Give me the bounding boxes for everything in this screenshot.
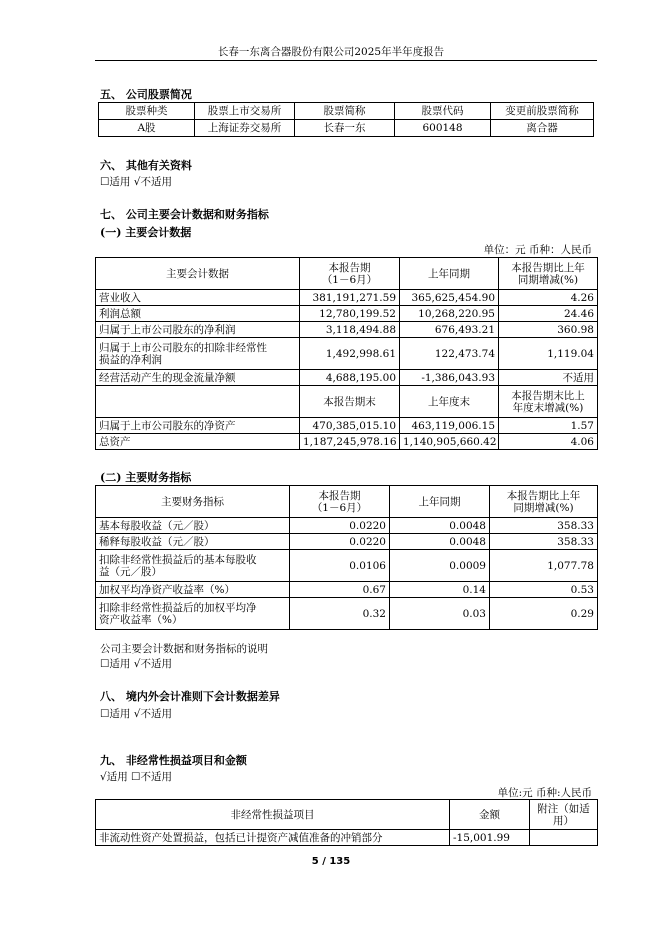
table-cell: 0.0106 [290,550,390,582]
table-row [96,830,598,846]
subsection-accounting-data-title: (一) 主要会计数据 [100,226,192,239]
indicators-explanation-label: 公司主要会计数据和财务指标的说明 [100,643,268,655]
table-cell: 长春一东 [295,120,395,137]
unit-currency-label: 单位：元 币种：人民币 [483,244,592,256]
table-row [96,338,598,370]
table-cell: 0.0220 [290,534,390,550]
table-cell: 365,625,454.90 [400,290,499,306]
table-cell: 463,119,006.15 [400,418,499,434]
header-cell: 上年同期 [390,486,490,518]
header-cell: 本报告期比上年 同期增减(%) [499,258,598,290]
row-label: 扣除非经常性损益后的基本每股收 益（元／股） [96,550,290,582]
section8-applicability: ☐适用 √不适用 [100,708,172,720]
table-row [96,550,598,582]
row-label: 基本每股收益（元／股） [96,518,290,534]
row-label: 稀释每股收益（元／股） [96,534,290,550]
section9-applicability: √适用 ☐不适用 [100,771,172,783]
header-cell [96,386,300,418]
header-cell: 金额 [450,800,530,830]
table-cell: 360.98 [499,322,598,338]
row-label: 归属于上市公司股东的净资产 [96,418,300,434]
table-cell: -15,001.99 [450,830,530,846]
header-cell: 上年同期 [400,258,499,290]
header-cell: 变更前股票简称 [491,103,594,120]
header-cell: 上年度末 [400,386,499,418]
table-cell: 0.29 [490,598,598,630]
header-cell: 非经常性损益项目 [96,800,450,830]
header-divider [95,60,597,61]
table-cell: 4.26 [499,290,598,306]
table-cell: 0.14 [390,582,490,598]
table-cell: 0.32 [290,598,390,630]
table-cell: -1,386,043.93 [400,370,499,386]
table-cell: 470,385,015.10 [300,418,400,434]
section9-title: 九、 非经常性损益项目和金额 [100,754,247,767]
table-cell: 1,140,905,660.42 [400,434,499,450]
header-cell: 股票代码 [395,103,491,120]
table-cell: 3,118,494.88 [300,322,400,338]
table-cell: 358.33 [490,518,598,534]
header-cell: 本报告期末比上 年度末增减(%) [499,386,598,418]
row-label: 扣除非经常性损益后的加权平均净 资产收益率（%） [96,598,290,630]
unit-currency-label: 单位:元 币种:人民币 [497,787,592,799]
header-cell: 主要财务指标 [96,486,290,518]
header-cell: 附注（如适 用） [530,800,598,830]
table-cell: 12,780,199.52 [300,306,400,322]
table-row [96,322,598,338]
row-label: 归属于上市公司股东的净利润 [96,322,300,338]
table-cell: 0.03 [390,598,490,630]
header-cell: 本报告期 （1－6月） [300,258,400,290]
table-cell [530,830,598,846]
non-recurring-items-table [95,799,598,846]
row-label: 加权平均净资产收益率（%） [96,582,290,598]
table-row [96,582,598,598]
section6-applicability: ☐适用 √不适用 [100,176,172,188]
table-row [96,434,598,450]
section8-title: 八、 境内外会计准则下会计数据差异 [100,690,280,703]
section7-title: 七、 公司主要会计数据和财务指标 [100,208,269,221]
table-cell: 0.53 [490,582,598,598]
table-cell: 4.06 [499,434,598,450]
header-cell: 股票上市交易所 [195,103,295,120]
table-row [96,418,598,434]
section6-title: 六、 其他有关资料 [100,159,192,172]
table-cell: 676,493.21 [400,322,499,338]
table-cell: 24.46 [499,306,598,322]
table-cell: 600148 [395,120,491,137]
financial-indicators-table [95,485,598,630]
table-header-row [96,258,598,290]
table-row [96,370,598,386]
indicators-explanation-applicability: ☐适用 √不适用 [100,658,172,670]
table-cell: 0.67 [290,582,390,598]
header-cell: 本报告期 （1－6月） [290,486,390,518]
row-label: 经营活动产生的现金流量净额 [96,370,300,386]
stock-info-table [98,102,594,137]
table-cell: 1,119.04 [499,338,598,370]
table-cell: 1,077.78 [490,550,598,582]
table-row [96,598,598,630]
header-cell: 本报告期比上年 同期增减(%) [490,486,598,518]
accounting-data-table [95,257,598,450]
header-cell: 主要会计数据 [96,258,300,290]
table-row [96,534,598,550]
table-cell: 0.0009 [390,550,490,582]
table-cell: 122,473.74 [400,338,499,370]
table-cell: 1,492,998.61 [300,338,400,370]
table-cell: 0.0048 [390,534,490,550]
row-label: 利润总额 [96,306,300,322]
table-cell: 4,688,195.00 [300,370,400,386]
header-cell: 股票种类 [99,103,195,120]
table-cell: 381,191,271.59 [300,290,400,306]
table-header-row [99,103,594,120]
table-cell: 0.0048 [390,518,490,534]
table-cell: 0.0220 [290,518,390,534]
row-label: 营业收入 [96,290,300,306]
table-cell: 1.57 [499,418,598,434]
table-cell: 离合器 [491,120,594,137]
section5-title: 五、 公司股票简况 [100,88,192,101]
table-row [96,306,598,322]
row-label: 非流动性资产处置损益，包括已计提资产减值准备的冲销部分 [96,830,450,846]
table-cell: 上海证券交易所 [195,120,295,137]
table-header-row [96,800,598,830]
table-subheader-row [96,386,598,418]
header-cell: 股票简称 [295,103,395,120]
row-label: 归属于上市公司股东的扣除非经常性 损益的净利润 [96,338,300,370]
page-number: 5 / 135 [311,856,351,867]
table-row [96,518,598,534]
table-cell: 1,187,245,978.16 [300,434,400,450]
header-cell: 本报告期末 [300,386,400,418]
subsection-financial-indicators-title: (二) 主要财务指标 [100,471,192,484]
row-label: 总资产 [96,434,300,450]
table-cell: 不适用 [499,370,598,386]
table-cell: 358.33 [490,534,598,550]
report-header: 长春一东离合器股份有限公司2025年半年度报告 [217,46,445,58]
table-row [96,290,598,306]
table-header-row [96,486,598,518]
table-cell: 10,268,220.95 [400,306,499,322]
table-cell: A股 [99,120,195,137]
table-row [99,120,594,137]
